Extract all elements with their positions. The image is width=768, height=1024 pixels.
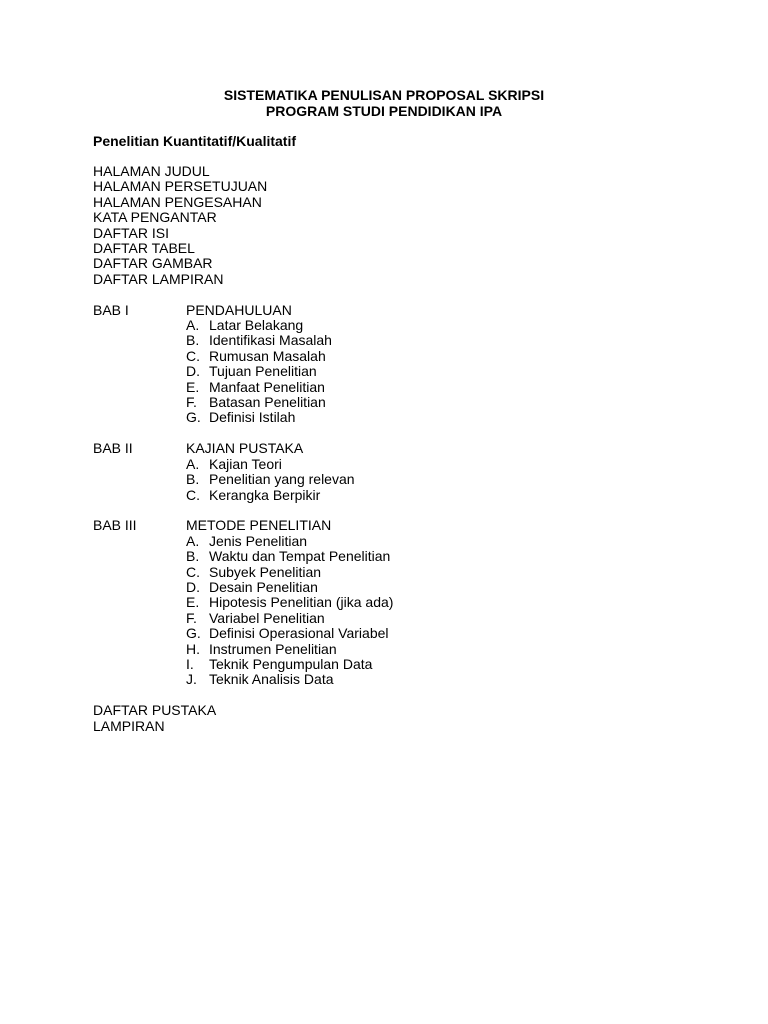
- subitem-text: Rumusan Masalah: [209, 347, 326, 364]
- chapter-body: [186, 303, 713, 426]
- subitem-letter: F.: [186, 394, 197, 411]
- subitem-text: Instrumen Penelitian: [209, 640, 337, 657]
- chapter-subitem: [186, 364, 713, 379]
- subitem-text: Hipotesis Penelitian (jika ada): [209, 594, 394, 611]
- subitem-text: Penelitian yang relevan: [209, 471, 355, 488]
- chapter-subitem: [186, 580, 713, 595]
- front-matter-list: [93, 164, 713, 287]
- subitem-letter: F.: [186, 609, 197, 626]
- chapter-subitem: [186, 457, 713, 472]
- front-matter-item: HALAMAN PENGESAHAN: [93, 193, 262, 210]
- chapter-subitem: [186, 549, 713, 564]
- chapter-subitem: [186, 488, 713, 503]
- subitem-text: Jenis Penelitian: [209, 532, 308, 549]
- chapter-label: BAB I: [93, 301, 129, 318]
- chapter-label: BAB II: [93, 440, 133, 457]
- subitem-letter: I.: [186, 655, 194, 672]
- subitem-letter: E.: [186, 594, 200, 611]
- subitem-letter: A.: [186, 532, 200, 549]
- subitem-text: Waktu dan Tempat Penelitian: [209, 548, 391, 565]
- document-content: [93, 133, 713, 734]
- front-matter-item: DAFTAR GAMBAR: [93, 255, 213, 272]
- front-matter-item: HALAMAN JUDUL: [93, 163, 210, 179]
- subitem-letter: G.: [186, 625, 201, 642]
- subitem-letter: D.: [186, 578, 200, 595]
- subitem-letter: A.: [186, 317, 200, 334]
- title-line-2: PROGRAM STUDI PENDIDIKAN IPA: [265, 103, 503, 119]
- chapter-body: [186, 518, 713, 687]
- back-matter-list: [93, 703, 713, 734]
- chapter-label: BAB III: [93, 517, 137, 534]
- subitem-letter: C.: [186, 563, 200, 580]
- chapter-subitem: [186, 472, 713, 487]
- chapter-subitem: [186, 672, 713, 687]
- subitem-text: Desain Penelitian: [209, 578, 318, 595]
- front-matter-item: HALAMAN PERSETUJUAN: [93, 178, 268, 195]
- subitem-text: Definisi Operasional Variabel: [209, 625, 389, 642]
- subitem-text: Latar Belakang: [209, 317, 304, 334]
- document-title: [0, 87, 768, 119]
- subitem-text: Variabel Penelitian: [209, 609, 325, 626]
- chapter-subitem: [186, 395, 713, 410]
- chapter-subitem: [186, 318, 713, 333]
- subitem-letter: C.: [186, 347, 200, 364]
- subitem-text: Kajian Teori: [209, 455, 282, 472]
- chapter-subitem: [186, 349, 713, 364]
- subitem-letter: D.: [186, 363, 200, 380]
- subitem-text: Batasan Penelitian: [209, 394, 326, 411]
- chapter-subitem: [186, 595, 713, 610]
- subitem-text: Manfaat Penelitian: [209, 378, 325, 395]
- subitem-letter: H.: [186, 640, 200, 657]
- chapter-subitem: [186, 611, 713, 626]
- subitem-letter: C.: [186, 486, 200, 503]
- chapter-subitem: [186, 565, 713, 580]
- subitem-letter: A.: [186, 455, 200, 472]
- subitem-letter: B.: [186, 332, 200, 349]
- chapter-subitem: [186, 642, 713, 657]
- front-matter-item: DAFTAR TABEL: [93, 240, 195, 257]
- back-matter-item: DAFTAR PUSTAKA: [93, 702, 217, 719]
- chapter-heading: KAJIAN PUSTAKA: [186, 440, 304, 457]
- chapter-heading: METODE PENELITIAN: [186, 517, 332, 534]
- subitem-text: Definisi Istilah: [209, 409, 296, 426]
- subitem-text: Subyek Penelitian: [209, 563, 322, 580]
- subitem-letter: G.: [186, 409, 201, 426]
- subitem-letter: B.: [186, 471, 200, 488]
- chapter-2: [93, 441, 713, 503]
- chapter-body: [186, 441, 713, 503]
- chapter-heading: PENDAHULUAN: [186, 301, 292, 318]
- subitem-text: Teknik Pengumpulan Data: [209, 655, 373, 672]
- chapter-3: [93, 518, 713, 687]
- subitem-letter: E.: [186, 378, 200, 395]
- back-matter-item: LAMPIRAN: [93, 717, 165, 734]
- front-matter-item: DAFTAR LAMPIRAN: [93, 270, 224, 287]
- research-type-heading: Penelitian Kuantitatif/Kualitatif: [93, 133, 297, 149]
- subitem-text: Identifikasi Masalah: [209, 332, 332, 349]
- chapter-subitem: [186, 534, 713, 549]
- front-matter-item: KATA PENGANTAR: [93, 209, 217, 226]
- chapter-subitem: [186, 657, 713, 672]
- subitem-text: Kerangka Berpikir: [209, 486, 321, 503]
- title-line-1: SISTEMATIKA PENULISAN PROPOSAL SKRIPSI: [223, 87, 545, 103]
- chapter-subitem: [186, 333, 713, 348]
- front-matter-item: DAFTAR ISI: [93, 224, 169, 241]
- chapter-subitem: [186, 410, 713, 425]
- chapter-subitem: [186, 626, 713, 641]
- subitem-letter: J.: [186, 671, 197, 688]
- subitem-text: Tujuan Penelitian: [209, 363, 317, 380]
- subitem-letter: B.: [186, 548, 200, 565]
- chapter-subitem: [186, 380, 713, 395]
- subitem-text: Teknik Analisis Data: [209, 671, 334, 688]
- chapter-1: [93, 303, 713, 426]
